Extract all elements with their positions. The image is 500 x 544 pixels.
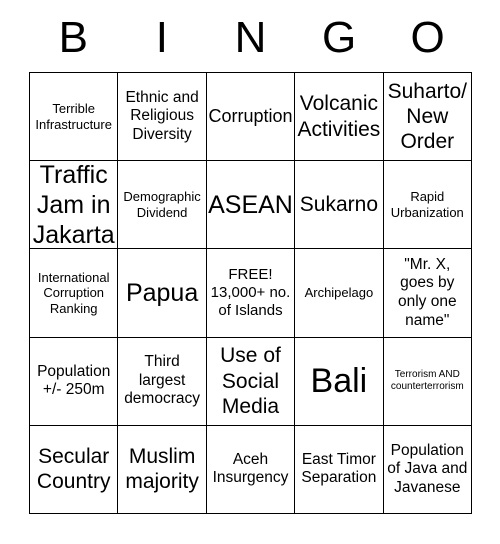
bingo-cell[interactable]: Corruption xyxy=(207,73,295,161)
bingo-cell[interactable]: Suharto/ New Order xyxy=(384,73,472,161)
bingo-cell[interactable]: "Mr. X, goes by only one name" xyxy=(384,249,472,337)
header-letter-n: N xyxy=(234,13,267,62)
bingo-cell[interactable]: Archipelago xyxy=(295,249,383,337)
bingo-cell[interactable]: Population of Java and Javanese xyxy=(384,426,472,514)
bingo-cell[interactable]: Papua xyxy=(118,249,206,337)
bingo-cell[interactable]: Ethnic and Religious Diversity xyxy=(118,73,206,161)
bingo-cell[interactable]: Rapid Urbanization xyxy=(384,161,472,249)
bingo-cell[interactable]: Terrible Infrastructure xyxy=(30,73,118,161)
bingo-cell[interactable]: Sukarno xyxy=(295,161,383,249)
header-letter-i: I xyxy=(155,13,168,62)
bingo-cell[interactable]: Third largest democracy xyxy=(118,338,206,426)
bingo-cell[interactable]: Bali xyxy=(295,338,383,426)
bingo-cell[interactable]: East Timor Separation xyxy=(295,426,383,514)
free-space-cell[interactable]: FREE! 13,000+ no. of Islands xyxy=(207,249,295,337)
bingo-cell[interactable]: Use of Social Media xyxy=(207,338,295,426)
header-letter-b: B xyxy=(58,13,88,62)
header-letter-g: G xyxy=(321,13,357,62)
header-letter-o: O xyxy=(410,13,445,62)
bingo-header xyxy=(29,0,472,72)
bingo-cell[interactable]: Population +/- 250m xyxy=(30,338,118,426)
bingo-cell[interactable]: Volcanic Activities xyxy=(295,73,383,161)
bingo-cell[interactable]: Terrorism AND counterterrorism xyxy=(384,338,472,426)
bingo-cell[interactable]: Traffic Jam in Jakarta xyxy=(30,161,118,249)
bingo-cell[interactable]: Aceh Insurgency xyxy=(207,426,295,514)
bingo-cell[interactable]: Demographic Dividend xyxy=(118,161,206,249)
bingo-cell[interactable]: ASEAN xyxy=(207,161,295,249)
bingo-cell[interactable]: Secular Country xyxy=(30,426,118,514)
bingo-cell[interactable]: International Corruption Ranking xyxy=(30,249,118,337)
bingo-grid xyxy=(29,72,472,514)
bingo-cell[interactable]: Muslim majority xyxy=(118,426,206,514)
